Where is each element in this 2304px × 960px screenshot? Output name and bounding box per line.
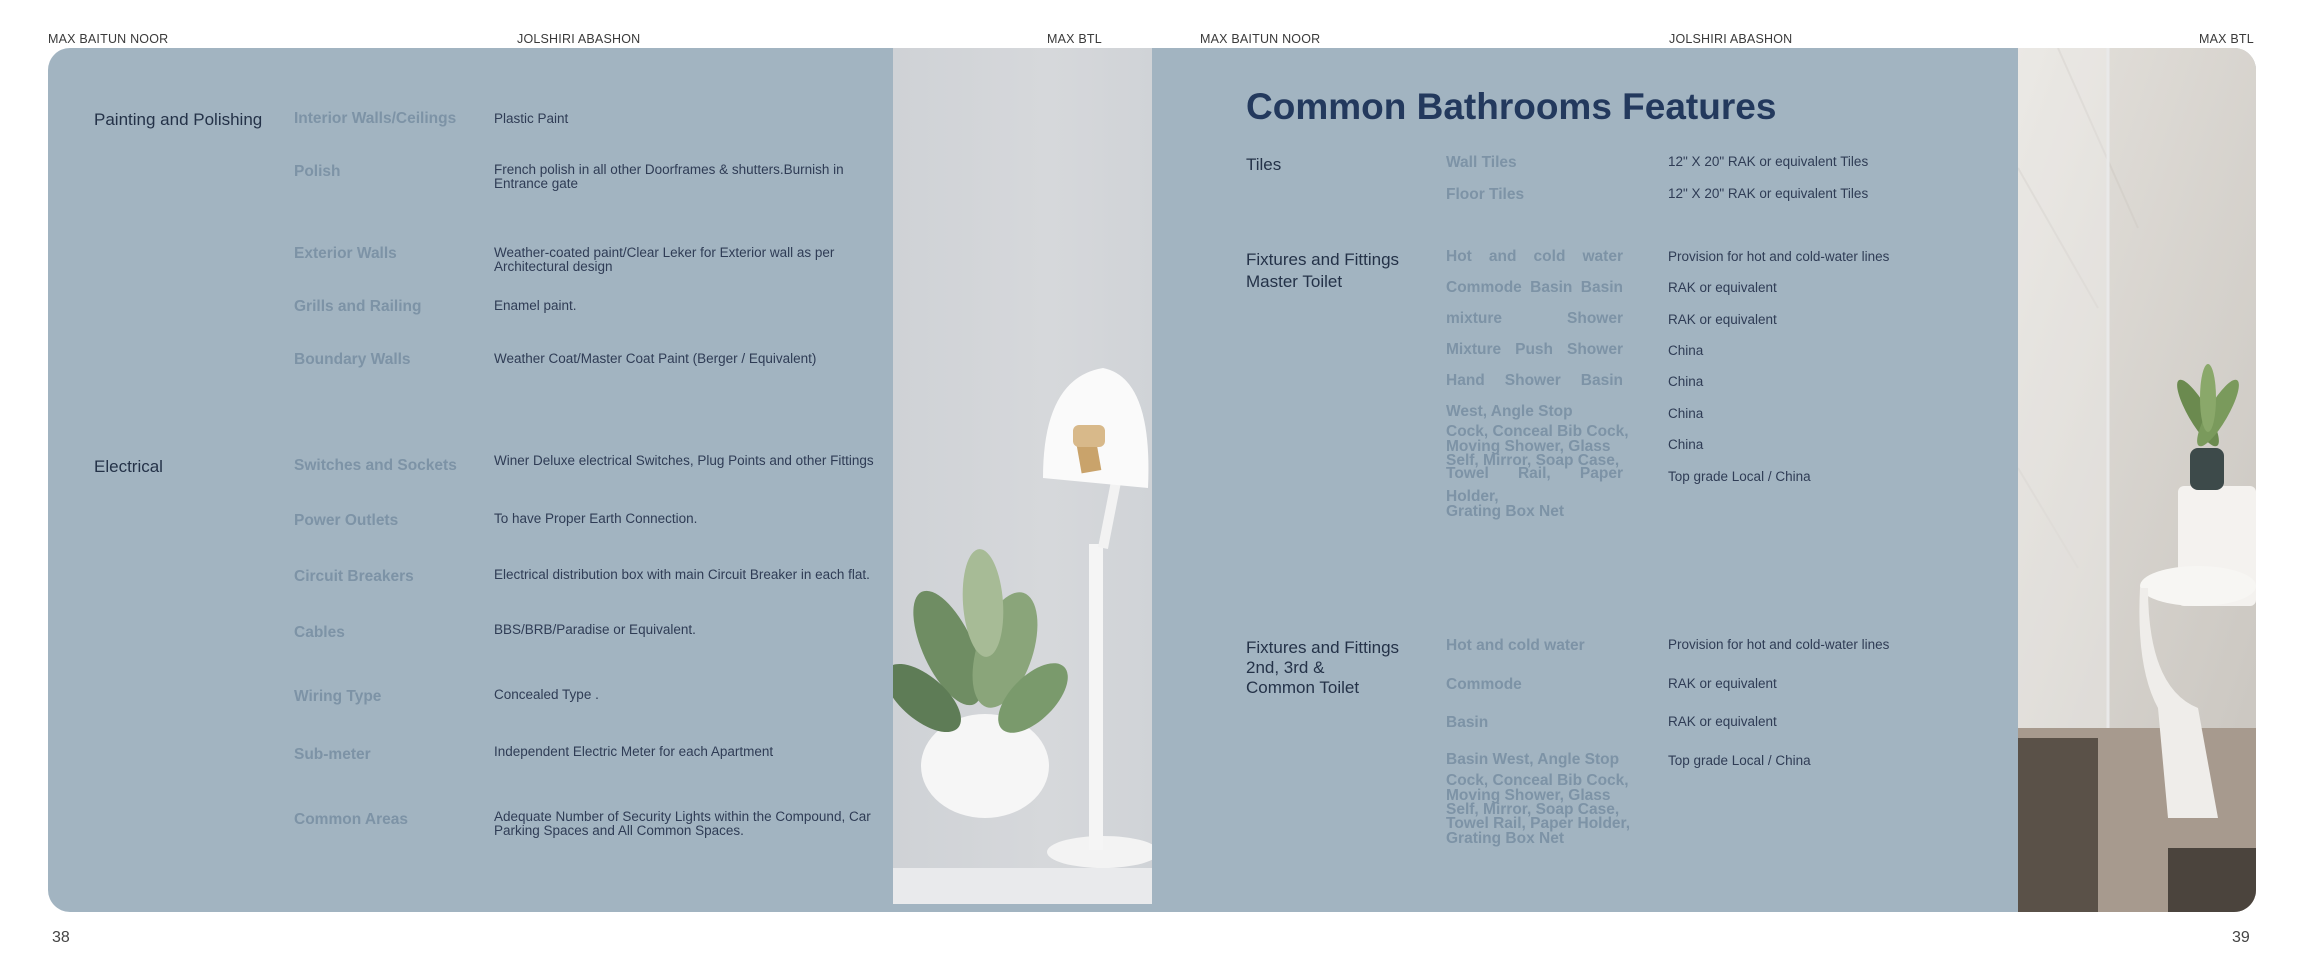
word: Mixture xyxy=(1446,341,1502,358)
common-item-hot-cold: Hot and cold water xyxy=(1446,637,1585,654)
common-last-item-6: Grating Box Net xyxy=(1446,830,1564,847)
header-right-brand: MAX BAITUN NOOR xyxy=(1200,32,1321,46)
master-item-line-2 xyxy=(1446,279,1623,298)
word: and xyxy=(1488,248,1517,265)
item-floor-tiles: Floor Tiles xyxy=(1446,186,1525,203)
page-title: Common Bathrooms Features xyxy=(1246,86,1777,127)
master-item-tail-4: Self, Mirror, Soap Case, xyxy=(1446,452,1620,469)
master-desc-6: China xyxy=(1668,406,1704,421)
master-desc-2: RAK or equivalent xyxy=(1668,280,1777,295)
word: Basin xyxy=(1580,279,1623,296)
item-boundary-walls: Boundary Walls xyxy=(294,351,411,368)
desc-interior-walls: Plastic Paint xyxy=(494,111,569,126)
page-number-right: 39 xyxy=(2232,929,2250,946)
word: cold xyxy=(1533,248,1566,265)
item-circuit-breakers: Circuit Breakers xyxy=(294,568,414,585)
category-master-toilet-line1: Fixtures and Fittings xyxy=(1246,250,1400,269)
common-desc-hot-cold: Provision for hot and cold-water lines xyxy=(1668,637,1890,652)
header-right-company: MAX BTL xyxy=(2199,32,2254,46)
bathroom-photo xyxy=(2018,48,2256,912)
word: water xyxy=(1582,248,1623,265)
master-item-line-3 xyxy=(1446,310,1623,329)
category-electrical: Electrical xyxy=(94,457,163,476)
item-sub-meter: Sub-meter xyxy=(294,746,371,763)
word: Hot xyxy=(1446,248,1472,265)
desc-common-areas: Adequate Number of Security Lights within the Compound, Car Parking Spaces and All Common Spaces. xyxy=(494,809,871,839)
common-last-item-1: Basin West, Angle Stop xyxy=(1446,751,1620,768)
desc-wiring-type: Concealed Type . xyxy=(494,687,599,702)
master-desc-3: RAK or equivalent xyxy=(1668,312,1777,327)
item-power-outlets: Power Outlets xyxy=(294,512,399,529)
category-common-toilet-line2: 2nd, 3rd & xyxy=(1246,658,1325,677)
lamp-plant-photo xyxy=(893,48,1152,904)
word: Shower xyxy=(1504,372,1561,389)
common-item-commode: Commode xyxy=(1446,676,1522,693)
lamp-plant-illustration xyxy=(893,48,1152,904)
desc-floor-tiles: 12" X 20" RAK or equivalent Tiles xyxy=(1668,186,1869,201)
desc-switches-sockets: Winer Deluxe electrical Switches, Plug Points and other Fittings xyxy=(494,453,874,468)
header-right-project: JOLSHIRI ABASHON xyxy=(1669,32,1793,46)
common-last-item-3: Moving Shower, Glass xyxy=(1446,787,1611,804)
item-common-areas: Common Areas xyxy=(294,811,408,828)
word: Towel xyxy=(1446,465,1489,482)
common-last-desc: Top grade Local / China xyxy=(1668,753,1811,768)
master-item-tail-5 xyxy=(1446,466,1623,482)
master-desc-8: Top grade Local / China xyxy=(1668,469,1811,484)
word: Shower xyxy=(1567,341,1623,358)
category-common-toilet-line1: Fixtures and Fittings xyxy=(1246,638,1400,657)
word: Commode xyxy=(1446,279,1522,296)
desc-power-outlets: To have Proper Earth Connection. xyxy=(494,511,698,526)
desc-wall-tiles: 12" X 20" RAK or equivalent Tiles xyxy=(1668,154,1869,169)
word: Push xyxy=(1515,341,1554,358)
desc-grills-railing: Enamel paint. xyxy=(494,298,577,313)
desc-sub-meter: Independent Electric Meter for each Apartment xyxy=(494,744,774,759)
item-grills-railing: Grills and Railing xyxy=(294,298,422,315)
master-desc-7: China xyxy=(1668,437,1704,452)
word: Rail, xyxy=(1517,465,1551,482)
master-desc-4: China xyxy=(1668,343,1704,358)
master-item-tail-6: Holder, xyxy=(1446,488,1499,505)
master-item-line-4 xyxy=(1446,341,1623,360)
master-item-tail-7: Grating Box Net xyxy=(1446,503,1564,520)
word: Shower xyxy=(1567,310,1623,327)
common-desc-commode: RAK or equivalent xyxy=(1668,676,1777,691)
bathroom-illustration xyxy=(2018,48,2256,912)
desc-boundary-walls: Weather Coat/Master Coat Paint (Berger / Equivalent) xyxy=(494,351,817,366)
item-switches-sockets: Switches and Sockets xyxy=(294,457,457,474)
desc-cables: BBS/BRB/Paradise or Equivalent. xyxy=(494,622,696,637)
master-item-tail-1: West, Angle Stop xyxy=(1446,403,1573,420)
word: Basin xyxy=(1580,372,1623,389)
word: Basin xyxy=(1530,279,1573,296)
master-desc-1: Provision for hot and cold-water lines xyxy=(1668,249,1890,264)
desc-exterior-walls: Weather-coated paint/Clear Leker for Exterior wall as per Architectural design xyxy=(494,245,835,275)
category-painting: Painting and Polishing xyxy=(94,110,263,129)
common-last-item-2: Cock, Conceal Bib Cock, xyxy=(1446,772,1629,789)
common-desc-basin: RAK or equivalent xyxy=(1668,714,1777,729)
item-cables: Cables xyxy=(294,624,345,641)
header-left-brand: MAX BAITUN NOOR xyxy=(48,32,169,46)
common-last-item-4: Self, Mirror, Soap Case, xyxy=(1446,801,1620,818)
header-left-project: JOLSHIRI ABASHON xyxy=(517,32,641,46)
desc-circuit-breakers: Electrical distribution box with main Circuit Breaker in each flat. xyxy=(494,567,870,582)
left-page-panel xyxy=(48,48,1152,912)
master-item-tail-3: Moving Shower, Glass xyxy=(1446,438,1611,455)
item-interior-walls: Interior Walls/Ceilings xyxy=(294,110,457,127)
item-wiring-type: Wiring Type xyxy=(294,688,382,705)
master-item-line-1 xyxy=(1446,248,1623,267)
word: mixture xyxy=(1446,310,1502,327)
common-last-item-5: Towel Rail, Paper Holder, xyxy=(1446,815,1631,832)
category-master-toilet-line2: Master Toilet xyxy=(1246,272,1343,291)
category-common-toilet-line3: Common Toilet xyxy=(1246,678,1360,697)
master-item-line-5 xyxy=(1446,372,1623,391)
desc-polish: French polish in all other Doorframes & shutters.Burnish in Entrance gate xyxy=(494,162,844,192)
master-desc-5: China xyxy=(1668,374,1704,389)
item-polish: Polish xyxy=(294,163,341,180)
master-item-tail-2: Cock, Conceal Bib Cock, xyxy=(1446,423,1629,440)
header-left-company: MAX BTL xyxy=(1047,32,1102,46)
category-tiles: Tiles xyxy=(1246,155,1282,174)
item-wall-tiles: Wall Tiles xyxy=(1446,154,1517,171)
word: Paper xyxy=(1579,465,1623,482)
right-page-panel xyxy=(1152,48,2256,912)
common-item-basin: Basin xyxy=(1446,714,1489,731)
page-number-left: 38 xyxy=(52,929,70,946)
word: Hand xyxy=(1446,372,1485,389)
item-exterior-walls: Exterior Walls xyxy=(294,245,397,262)
